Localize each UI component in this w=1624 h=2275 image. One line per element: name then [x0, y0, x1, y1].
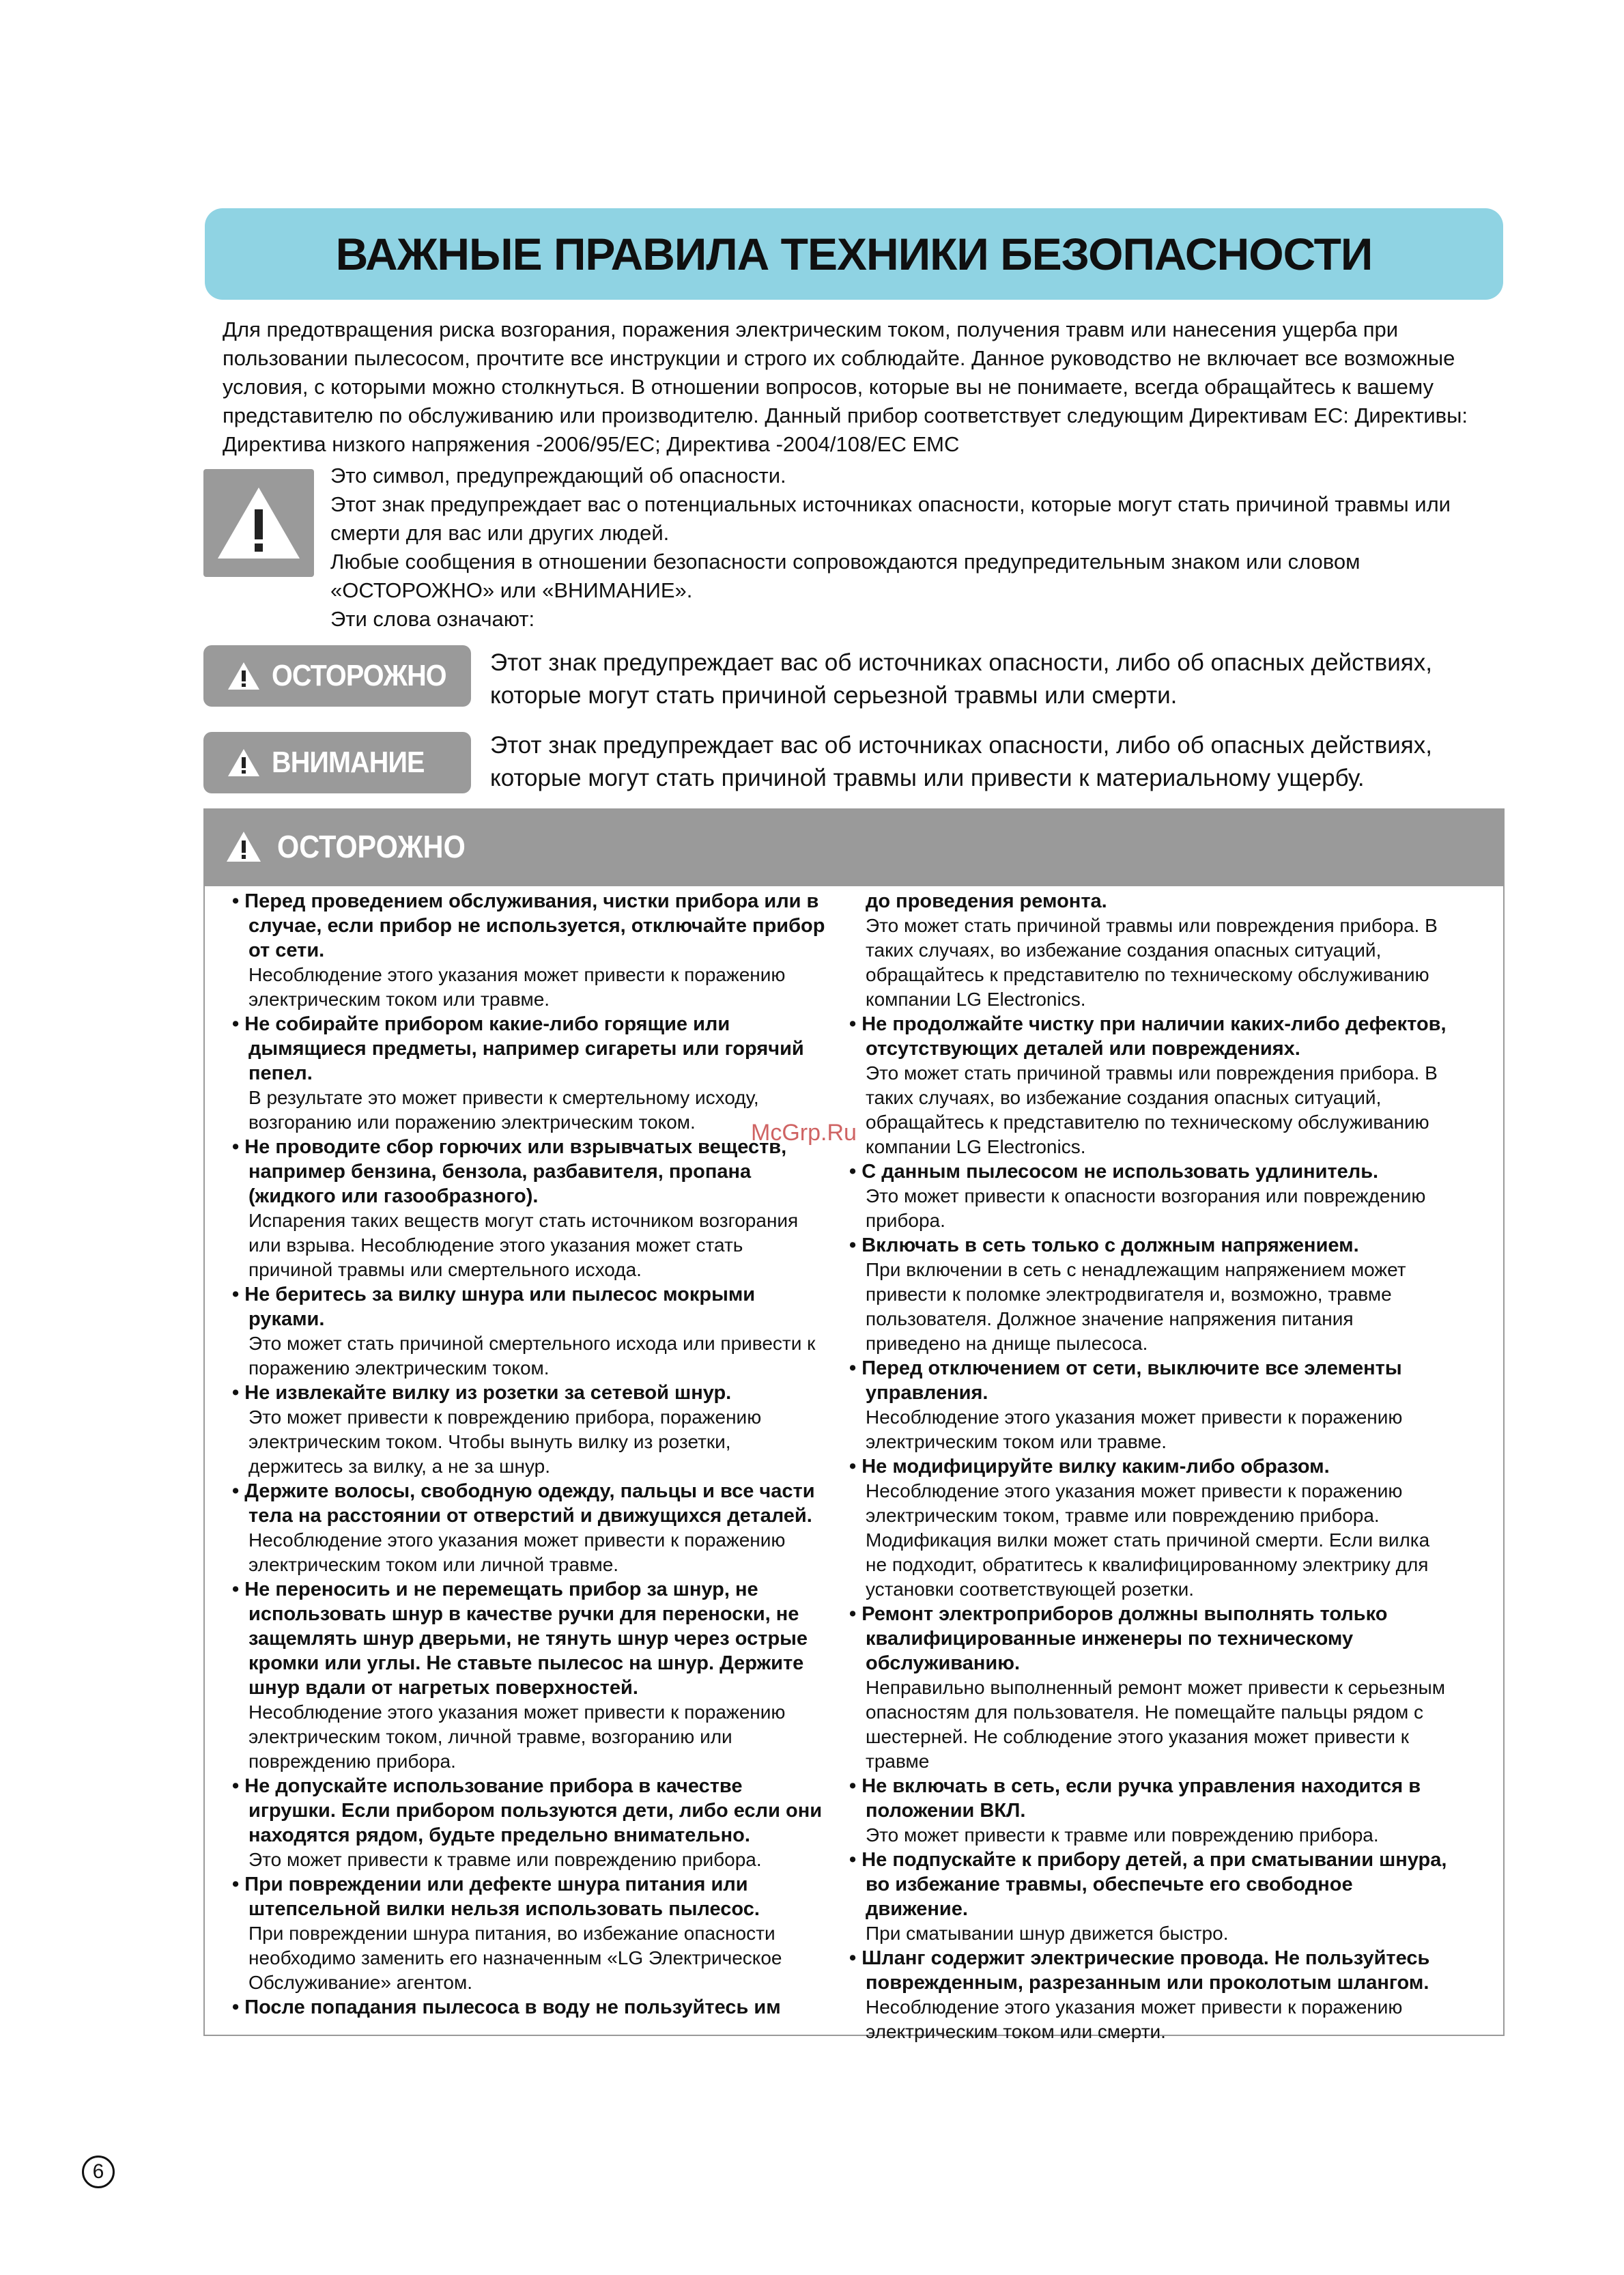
item-heading: • При повреждении или дефекте шнура питания или штепсельной вилки нельзя использовать пылесос. — [229, 1872, 830, 1921]
list-item-continued — [846, 889, 1447, 1012]
item-heading: • Не продолжайте чистку при наличии каких-либо дефектов, отсутствующих деталей или повреждениях. — [846, 1012, 1447, 1061]
item-body: При повреждении шнура питания, во избежание опасности необходимо заменить его назначенным «LG Электрическое Обслуживание» агентом. — [248, 1923, 782, 1993]
item-heading: • Перед проведением обслуживания, чистки прибора или в случае, если прибор не используется, отключайте прибор от сети. — [229, 889, 830, 963]
hazard-symbol — [203, 469, 314, 577]
caution-label-description: Этот знак предупреждает вас об источниках опасности, либо об опасных действиях, которые могут стать причиной травмы или привести к материальному ущербу. — [490, 732, 1432, 791]
item-body: При сматывании шнур движется быстро. — [866, 1923, 1229, 1944]
list-item — [846, 1356, 1447, 1454]
item-heading: • Не включать в сеть, если ручка управления находится в положении ВКЛ. — [846, 1774, 1447, 1823]
list-item — [846, 1159, 1447, 1233]
item-body: В результате это может привести к смертельному исходу, возгоранию или поражению электрическим током. — [248, 1087, 759, 1133]
item-body: Это может привести к травме или повреждению прибора. — [866, 1824, 1379, 1846]
warning-section-header — [203, 808, 1505, 885]
list-item — [229, 1774, 830, 1872]
item-heading: • Не переносить и не перемещать прибор за шнур, не использовать шнур в качестве ручки для переноски, не защемлять шнур дверьми, не тянуть шнур через острые кромки или углы. Не ставьте пылесос на шнур. Держите шнур вдали от нагретых поверхностей. — [229, 1577, 830, 1700]
item-body: Несоблюдение этого указания может привести к поражению электрическим током или смерти. — [866, 1996, 1403, 2042]
warning-right-column — [846, 889, 1447, 2044]
item-heading: • Не извлекайте вилку из розетки за сетевой шнур. — [229, 1381, 830, 1405]
page-number: 6 — [82, 2156, 115, 2188]
item-body: Испарения таких веществ могут стать источником возгорания или взрыва. Несоблюдение этого указания может стать причиной травмы или смертельного исхода. — [248, 1210, 799, 1280]
item-heading: • Не проводите сбор горючих или взрывчатых веществ, например бензина, бензола, разбавителя, пропана (жидкого или газообразного). — [229, 1135, 830, 1209]
list-item — [846, 1233, 1447, 1356]
warning-left-column — [229, 889, 830, 2020]
item-body: Это может стать причиной травмы или повреждения прибора. В таких случаях, во избежание создания опасных ситуаций, обращайтесь к представителю по техническому обслуживанию компании LG Electronics. — [866, 915, 1438, 1010]
symbol-line: Любые сообщения в отношении безопасности сопровождаются предупредительным знаком или словом «ОСТОРОЖНО» или «ВНИМАНИЕ». — [330, 550, 1361, 602]
item-heading: • Не допускайте использование прибора в качестве игрушки. Если прибором пользуются дети, либо если они находятся рядом, будьте предельно внимательно. — [229, 1774, 830, 1848]
caution-label-text: ВНИМАНИЕ — [272, 746, 425, 779]
item-heading: до проведения ремонта. — [866, 890, 1107, 912]
warning-triangle-icon — [215, 485, 302, 561]
item-body: Это может привести к опасности возгорания или повреждению прибора. — [866, 1185, 1426, 1231]
list-item — [229, 1282, 830, 1381]
item-body: Несоблюдение этого указания может привести к поражению электрическим током или травме. — [248, 964, 786, 1010]
item-body: Несоблюдение этого указания может привести к поражению электрическим током, личной травме, возгоранию или повреждению прибора. — [248, 1701, 786, 1772]
item-heading: • Включать в сеть только с должным напряжением. — [846, 1233, 1447, 1258]
list-item — [229, 1012, 830, 1135]
page-title: ВАЖНЫЕ ПРАВИЛА ТЕХНИКИ БЕЗОПАСНОСТИ — [335, 229, 1373, 279]
caution-label-badge — [203, 732, 471, 793]
warning-label-description: Этот знак предупреждает вас об источниках опасности, либо об опасных действиях, которые могут стать причиной серьезной травмы или смерти. — [490, 649, 1432, 709]
list-item — [846, 1602, 1447, 1774]
warning-section-title: ОСТОРОЖНО — [277, 829, 466, 864]
list-item — [846, 1946, 1447, 2044]
warning-triangle-icon — [227, 748, 261, 778]
item-body: Несоблюдение этого указания может привести к поражению электрическим током или травме. — [866, 1407, 1403, 1452]
list-item — [229, 1135, 830, 1282]
item-heading: • Не собирайте прибором какие-либо горящие или дымящиеся предметы, например сигареты или горячий пепел. — [229, 1012, 830, 1086]
list-item — [229, 889, 830, 1012]
item-body: Несоблюдение этого указания может привести к поражению электрическим током или личной травме. — [248, 1529, 786, 1575]
item-body: При включении в сеть с ненадлежащим напряжением может привести к поломке электродвигателя и, возможно, травме пользователя. Должное значение напряжения питания приведено на днище пылесоса. — [866, 1259, 1406, 1354]
symbol-line: Это символ, предупреждающий об опасности. — [330, 464, 786, 488]
item-heading: • Перед отключением от сети, выключите все элементы управления. — [846, 1356, 1447, 1405]
symbol-explanation — [330, 462, 1511, 634]
item-heading: • Не беритесь за вилку шнура или пылесос мокрыми руками. — [229, 1282, 830, 1331]
warning-label-badge — [203, 645, 471, 707]
watermark: McGrp.Ru — [751, 1120, 857, 1146]
item-heading: • Шланг содержит электрические провода. Не пользуйтесь поврежденным, разрезанным или проколотым шлангом. — [846, 1946, 1447, 1995]
item-body: Это может стать причиной травмы или повреждения прибора. В таких случаях, во избежание создания опасных ситуаций, обращайтесь к представителю по техническому обслуживанию компании LG Electronics. — [866, 1062, 1438, 1157]
item-heading: • Не подпускайте к прибору детей, а при сматывании шнура, во избежание травмы, обеспечьте его свободное движение. — [846, 1848, 1447, 1921]
list-item — [229, 1577, 830, 1774]
warning-triangle-icon — [227, 661, 261, 691]
item-heading: • Держите волосы, свободную одежду, пальцы и все части тела на расстоянии от отверстий и движущихся деталей. — [229, 1479, 830, 1528]
list-item — [229, 1995, 830, 2020]
item-body: Это может привести к повреждению прибора, поражению электрическим током. Чтобы вынуть вилку из розетки, держитесь за вилку, а не за шнур. — [248, 1407, 762, 1477]
item-heading: • Ремонт электроприборов должны выполнять только квалифицированные инженеры по техническому обслуживанию. — [846, 1602, 1447, 1676]
title-banner — [205, 208, 1503, 300]
warning-label-text: ОСТОРОЖНО — [272, 659, 446, 692]
item-heading: • Не модифицируйте вилку каким-либо образом. — [846, 1454, 1447, 1479]
item-heading: • С данным пылесосом не использовать удлинитель. — [846, 1159, 1447, 1184]
item-body: Несоблюдение этого указания может привести к поражению электрическим током, травме или повреждению прибора. Модификация вилки может стать причиной смерти. Если вилка не подходит, обратитесь к квалифицированному электрику для установки соответствующей розетки. — [866, 1480, 1430, 1600]
item-body: Неправильно выполненный ремонт может привести к серьезным опасностям для пользователя. Не помещайте пальцы рядом с шестерней. Не соблюдение этого указания может привести к травме — [866, 1677, 1445, 1772]
list-item — [229, 1872, 830, 1995]
list-item — [229, 1381, 830, 1479]
item-body: Это может привести к травме или повреждению прибора. — [248, 1849, 762, 1870]
item-body: Это может стать причиной смертельного исхода или привести к поражению электрическим током. — [248, 1333, 816, 1379]
warning-triangle-icon — [225, 830, 262, 863]
list-item — [846, 1012, 1447, 1159]
list-item — [846, 1774, 1447, 1848]
symbol-line: Этот знак предупреждает вас о потенциальных источниках опасности, которые могут стать причиной травмы или смерти для вас или других людей. — [330, 492, 1451, 545]
item-heading: • После попадания пылесоса в воду не пользуйтесь им — [229, 1995, 830, 2020]
symbol-line: Эти слова означают: — [330, 607, 535, 631]
list-item — [229, 1479, 830, 1577]
intro-paragraph: Для предотвращения риска возгорания, поражения электрическим током, получения травм или нанесения ущерба при пользовании пылесосом, прочтите все инструкции и строго их соблюдайте. Данное руководство не включает все возможные условия, с которыми можно столкнуться. В отношении вопросов, которые вы не понимаете, всегда обращайтесь к вашему представителю по обслуживанию или производителю. Данный прибор соответствует следующим Директивам ЕС: Директивы: Директива низкого напряжения -2006/95/EC; Директива -2004/108/EC EMC — [223, 317, 1468, 456]
list-item — [846, 1848, 1447, 1946]
list-item — [846, 1454, 1447, 1602]
